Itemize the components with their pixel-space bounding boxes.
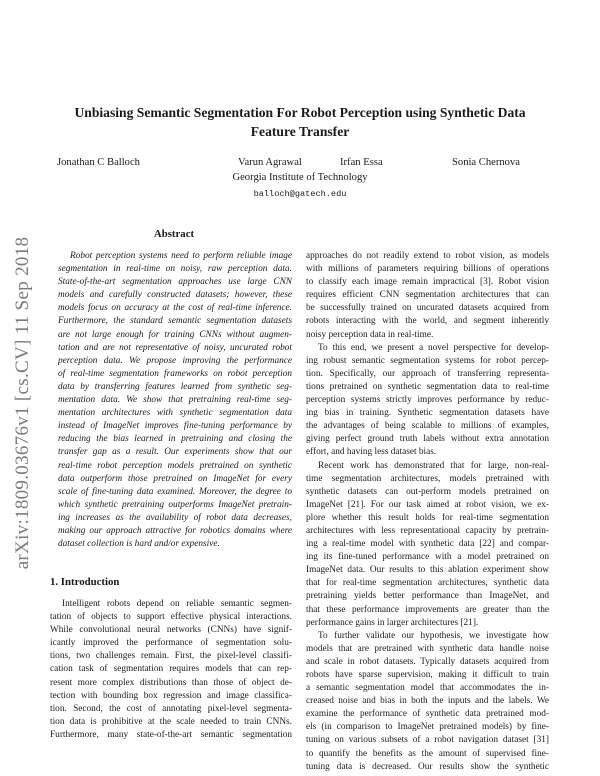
body-line: the advantages of being scalable to millions of examples,: [306, 421, 549, 432]
intro-line: Intelligent robots depend on reliable semantic segmen-: [62, 599, 292, 609]
intro-body: [50, 598, 292, 742]
intro-line: tion. Second, the cost of annotating pixel-level segmenta-: [50, 703, 292, 714]
abstract-line: Furthermore, the standard semantic segmentation datasets: [58, 316, 292, 327]
intro-line: tation of objects to support effective physical interactions.: [50, 612, 292, 623]
intro-line: tection with bounding box regression and image classifica-: [50, 690, 292, 701]
body-line: robots have sparse supervision, making it difficult to train: [306, 670, 549, 680]
author-email: balloch@gatech.edu: [253, 189, 347, 199]
body-line: els (in comparison to ImageNet pretrained models) by fine-: [306, 722, 549, 733]
abstract-line: tation and are not representative of noisy, uncurated robot: [58, 342, 292, 353]
body-line: plore whether this result holds for real-time segmentation: [306, 512, 549, 523]
body-line: architectures with less representational capacity by pretrain-: [306, 525, 549, 536]
intro-line: While convolutional neural networks (CNNs) have signif-: [50, 625, 292, 636]
arxiv-stamp-text: arXiv:1809.03676v1 [cs.CV] 11 Sep 2018: [12, 236, 33, 570]
body-line: pretraining yields better performance than ImageNet, and: [306, 591, 549, 602]
body-line: tuning on various subsets of a robot navigation dataset [31]: [306, 735, 549, 746]
body-line: robots interacting with the world, and segment inherently: [306, 316, 549, 327]
abstract-line: are not large enough for training CNNs without augmen-: [58, 329, 292, 340]
body-line: that these performance improvements are greater than the: [306, 604, 549, 615]
intro-heading: 1. Introduction: [50, 576, 120, 588]
body-line: performance gains in larger architectures [21].: [306, 617, 479, 628]
body-line: noisy perception data in real-time.: [306, 329, 434, 340]
abstract-body: [58, 250, 292, 551]
abstract-line: instead of ImageNet improves fine-tuning performance by: [58, 421, 292, 432]
abstract-line: dataset collection is hard and/or expensive.: [58, 539, 220, 550]
abstract-line: mentation architectures with synthetic segmentation data: [58, 408, 292, 419]
title-line: Unbiasing Semantic Segmentation For Robot Perception using Synthetic Data: [74, 105, 526, 120]
body-line: perception systems strictly improves performance by reduc-: [306, 395, 549, 406]
body-line: models that are pretrained with synthetic data handle noise: [306, 643, 549, 654]
body-line: giving perfect ground truth labels without extra annotation: [306, 434, 549, 445]
right-column-body: [306, 250, 549, 774]
intro-line: icantly improved the performance of segmentation solu-: [50, 638, 292, 649]
body-line: time segmentation architectures, models pretrained with: [306, 473, 549, 484]
title-line: Feature Transfer: [250, 124, 350, 139]
body-line: ing robust semantic segmentation systems for robot percep-: [306, 355, 549, 366]
arxiv-stamp: [8, 198, 38, 608]
body-line: ImageNet [21]. For our task aimed at robot vision, we ex-: [306, 499, 549, 510]
intro-line: cation task of segmentation requires models that can rep-: [50, 664, 292, 675]
author-name: Jonathan C Balloch: [57, 157, 140, 168]
abstract-line: which synthetic pretraining outperforms ImageNet pretrain-: [58, 499, 292, 510]
abstract-line: real-time robot perception models pretrained on synthetic: [58, 460, 292, 471]
abstract-line: State-of-the-art segmentation approaches use large CNN: [58, 277, 292, 288]
body-line: that for real-time segmentation architectures, synthetic data: [306, 578, 549, 589]
abstract-line: making our approach attractive for robotics domains where: [58, 525, 292, 536]
abstract-line: reducing the bias learned in pretraining and closing the: [58, 434, 292, 445]
body-line: ImageNet data. Our results to this ablation experiment show: [306, 565, 549, 576]
body-line: To further validate our hypothesis, we investigate how: [318, 630, 549, 641]
abstract-line: transfer gap as a result. Our experiments show that our: [58, 447, 292, 458]
body-line: with millions of parameters requiring billions of operations: [306, 264, 549, 275]
author-name: Sonia Chernova: [452, 157, 520, 168]
abstract-line: perception data. We propose improving the performance: [58, 355, 292, 366]
author-name: Irfan Essa: [340, 157, 383, 168]
abstract-line: data outperform those pretrained on ImageNet for every: [58, 473, 292, 484]
abstract-line: mentation data. We show that pretraining real-time seg-: [58, 395, 292, 406]
intro-line: resent more complex distributions than those of object de-: [50, 677, 292, 688]
abstract-line: models focus on accuracy at the cost of real-time inference.: [58, 303, 292, 314]
body-line: to classify each image remain impractical [3]. Robot vision: [306, 277, 549, 288]
body-line: requires efficient CNN segmentation architectures that can: [306, 290, 549, 301]
abstract-line: Robot perception systems need to perform reliable image: [70, 251, 292, 261]
abstract-line: models and carefully constructed datasets; however, these: [58, 290, 292, 301]
intro-line: Furthermore, many state-of-the-art semantic segmentation: [50, 729, 292, 740]
abstract-line: scale of fine-tuning data examined. Moreover, the degree to: [58, 486, 292, 497]
author-name: Varun Agrawal: [238, 157, 302, 168]
abstract-line: segmentation in real-time on noisy, raw perception data.: [58, 264, 292, 275]
body-line: synthetic datasets can out-perform models pretrained on: [306, 486, 549, 497]
body-line: tuning data is decreased. Our results show the synthetic: [306, 761, 549, 772]
body-line: a semantic segmentation model that accommodates the in-: [306, 683, 549, 694]
abstract-line: of real-time segmentation frameworks on robot perception: [58, 368, 292, 379]
abstract-line: data by transferring features learned from synthetic seg-: [58, 381, 292, 392]
body-line: tions pretrained on synthetic segmentation data to real-time: [306, 381, 549, 392]
body-line: ing its fine-tuned performance with a model pretrained on: [306, 552, 549, 563]
body-line: effort, and having less dataset bias.: [306, 447, 437, 458]
intro-line: tions, two challenges remain. First, the pixel-level classifi-: [50, 651, 292, 662]
body-line: be successfully trained on uncurated datasets acquired from: [306, 303, 549, 314]
intro-line: tion data is prohibitive at the scale needed to train CNNs.: [50, 716, 292, 727]
body-line: tion. Specifically, our approach of transferring representa-: [306, 368, 549, 379]
body-line: ing a real-time model with synthetic data [22] and compar-: [306, 539, 549, 550]
abstract-heading: Abstract: [153, 228, 195, 240]
body-line: ing bias in training. Synthetic segmentation datasets have: [306, 408, 549, 419]
body-line: approaches do not readily extend to robot vision, as models: [306, 251, 549, 261]
body-line: examine the performance of synthetic data pretrained mod-: [306, 709, 549, 720]
abstract-line: ing increases as the availability of robot data decreases,: [58, 512, 292, 523]
body-line: to quantify the benefits as the amount of supervised fine-: [306, 748, 549, 759]
affiliation: Georgia Institute of Technology: [232, 172, 368, 183]
paper-title: [40, 103, 560, 141]
body-line: Recent work has demonstrated that for large, non-real-: [318, 460, 549, 471]
body-line: creased noise and bias in both the inputs and the labels. We: [306, 696, 549, 707]
body-line: To this end, we present a novel perspective for develop-: [318, 342, 549, 353]
body-line: and scale in robot datasets. Typically datasets acquired from: [306, 656, 549, 667]
